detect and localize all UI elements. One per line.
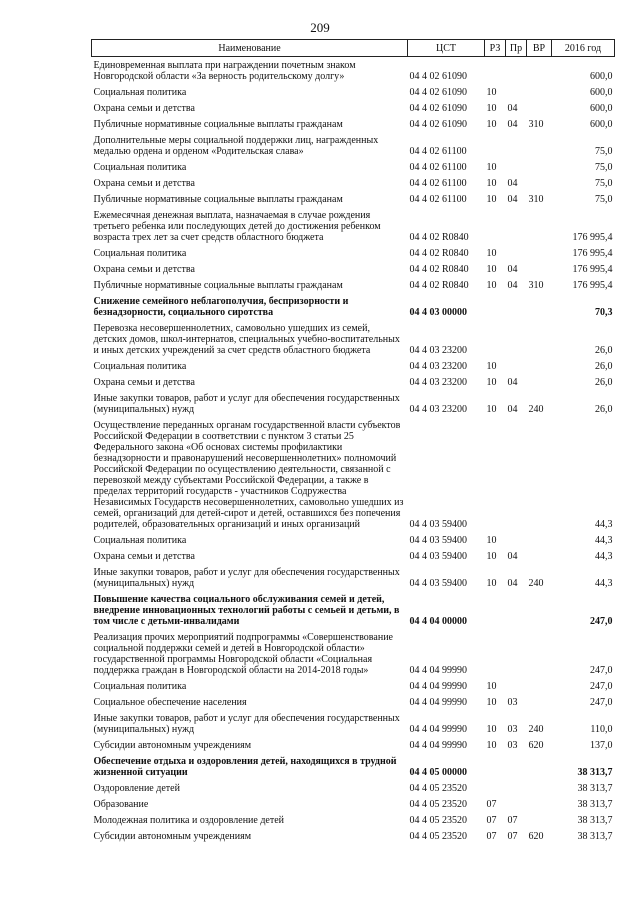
row-pr: 03	[507, 697, 518, 708]
row-amount: 176 995,4	[572, 248, 613, 259]
header-amount: 2016 год	[552, 40, 615, 57]
row-name: Осуществление переданных органам государственной власти субъектов Российской Федерации в соответствии с пунктом 3 статьи 25 Федерального закона «Об основах системы профилактики безнадзорности и правонарушений несовершеннолетних» полномочий Российской Федерации по осуществлению деятельности, связанной с перевозкой между субъектами Российской Федерации, а также в пределах территорий государств - участников Содружества Независимых Государств несовершеннолетних, самовольно ушедших из семей, организаций для детей-сирот и детей, оставшихся без попечения родителей, образовательных организаций и иных организаций	[93, 420, 404, 530]
table-row	[92, 132, 615, 159]
row-cst: 04 4 03 59400	[409, 519, 467, 530]
table-row	[92, 796, 615, 812]
row-vr	[527, 374, 552, 390]
row-amount: 600,0	[590, 103, 613, 114]
row-rz	[485, 320, 506, 358]
row-amount: 110,0	[590, 724, 613, 735]
row-vr	[527, 678, 552, 694]
row-vr: 240	[528, 724, 544, 735]
table-row	[92, 812, 615, 828]
row-name: Субсидии автономным учреждениям	[93, 831, 252, 842]
table-row	[92, 175, 615, 191]
header-name: Наименование	[92, 40, 408, 57]
row-amount: 26,0	[595, 361, 613, 372]
row-name: Снижение семейного неблагополучия, беспризорности и безнадзорности, социального сиротства	[93, 296, 349, 318]
row-cst: 04 4 02 61090	[409, 71, 467, 82]
row-vr	[527, 532, 552, 548]
row-rz: 10	[486, 264, 497, 275]
row-pr: 03	[507, 740, 518, 751]
row-vr	[527, 780, 552, 796]
row-name: Иные закупки товаров, работ и услуг для обеспечения государственных (муниципальных) нужд	[93, 713, 400, 735]
row-rz: 10	[486, 724, 497, 735]
row-cst: 04 4 05 23520	[409, 831, 467, 842]
row-rz: 10	[486, 87, 497, 98]
row-vr	[527, 132, 552, 159]
row-vr	[527, 245, 552, 261]
row-vr	[527, 57, 552, 85]
table-row	[92, 548, 615, 564]
row-rz: 10	[486, 535, 497, 546]
table-row	[92, 780, 615, 796]
row-rz: 10	[486, 578, 497, 589]
row-rz	[485, 57, 506, 85]
table-row	[92, 116, 615, 132]
row-vr	[527, 417, 552, 532]
row-name: Единовременная выплата при награждении почетным знаком Новгородской области «За верность родительскому долгу»	[93, 60, 356, 82]
row-rz	[485, 629, 506, 678]
row-cst: 04 4 02 R0840	[409, 232, 469, 243]
row-vr	[527, 175, 552, 191]
row-amount: 75,0	[595, 194, 613, 205]
row-cst: 04 4 02 R0840	[409, 280, 469, 291]
row-cst: 04 4 02 61090	[409, 103, 467, 114]
row-rz: 10	[486, 740, 497, 751]
row-vr: 240	[528, 578, 544, 589]
table-row	[92, 390, 615, 417]
row-pr: 04	[507, 280, 518, 291]
row-pr	[506, 84, 527, 100]
table-row	[92, 100, 615, 116]
table-header-row	[92, 40, 615, 57]
row-amount: 176 995,4	[572, 264, 613, 275]
row-name: Молодежная политика и оздоровление детей	[93, 815, 285, 826]
row-amount: 44,3	[595, 578, 613, 589]
row-amount: 38 313,7	[577, 831, 613, 842]
row-pr: 04	[507, 551, 518, 562]
row-cst: 04 4 02 61100	[409, 194, 467, 205]
row-amount: 247,0	[590, 681, 613, 692]
row-pr: 03	[507, 724, 518, 735]
row-pr: 07	[507, 831, 518, 842]
row-vr: 310	[528, 280, 544, 291]
page-number: 209	[310, 20, 330, 35]
table-row	[92, 564, 615, 591]
row-vr	[527, 358, 552, 374]
row-pr	[506, 132, 527, 159]
table-row	[92, 84, 615, 100]
row-pr	[506, 780, 527, 796]
row-name: Публичные нормативные социальные выплаты гражданам	[93, 280, 343, 291]
row-cst: 04 4 05 23520	[409, 815, 467, 826]
row-amount: 176 995,4	[572, 232, 613, 243]
row-rz: 10	[486, 551, 497, 562]
row-rz	[485, 207, 506, 245]
row-pr	[506, 358, 527, 374]
row-cst: 04 4 02 61090	[409, 119, 467, 130]
row-pr	[506, 753, 527, 780]
header-vr: ВР	[527, 40, 552, 57]
row-amount: 75,0	[595, 146, 613, 157]
row-rz	[485, 780, 506, 796]
row-vr	[527, 694, 552, 710]
row-vr	[527, 100, 552, 116]
row-rz: 10	[486, 119, 497, 130]
table-body	[92, 57, 615, 845]
row-vr	[527, 591, 552, 629]
table-row	[92, 694, 615, 710]
row-cst: 04 4 04 99990	[409, 697, 467, 708]
row-pr	[506, 417, 527, 532]
row-name: Социальная политика	[93, 87, 187, 98]
row-vr	[527, 207, 552, 245]
budget-table	[91, 39, 615, 844]
row-cst: 04 4 03 23200	[409, 361, 467, 372]
row-rz	[485, 293, 506, 320]
row-pr: 04	[507, 404, 518, 415]
table-row	[92, 591, 615, 629]
row-rz: 07	[486, 831, 497, 842]
row-cst: 04 4 02 61090	[409, 87, 467, 98]
row-pr: 04	[507, 377, 518, 388]
row-name: Социальная политика	[93, 535, 187, 546]
row-vr	[527, 159, 552, 175]
row-name: Дополнительные меры социальной поддержки лиц, награжденных медалью ордена и орденом «Родительская слава»	[93, 135, 379, 157]
table-row	[92, 374, 615, 390]
row-amount: 247,0	[590, 665, 613, 676]
row-name: Публичные нормативные социальные выплаты гражданам	[93, 194, 343, 205]
row-pr: 04	[507, 578, 518, 589]
row-pr: 07	[507, 815, 518, 826]
row-amount: 70,3	[595, 307, 613, 318]
row-name: Публичные нормативные социальные выплаты гражданам	[93, 119, 343, 130]
row-amount: 38 313,7	[577, 799, 613, 810]
row-cst: 04 4 04 00000	[409, 616, 467, 627]
row-rz: 10	[486, 404, 497, 415]
row-amount: 247,0	[590, 616, 613, 627]
table-row	[92, 293, 615, 320]
row-name: Ежемесячная денежная выплата, назначаемая в случае рождения третьего ребенка или последующих детей до достижения ребенком возраста трех лет за счет средств областного бюджета	[93, 210, 381, 243]
row-rz	[485, 753, 506, 780]
table-row	[92, 678, 615, 694]
row-rz: 10	[486, 280, 497, 291]
row-pr: 04	[507, 178, 518, 189]
row-amount: 75,0	[595, 162, 613, 173]
row-cst: 04 4 02 61100	[409, 162, 467, 173]
row-cst: 04 4 03 23200	[409, 377, 467, 388]
row-name: Реализация прочих мероприятий подпрограммы «Совершенствование социальной поддержки семей и детей в Новгородской области» государственной программы Новгородской области «Социальная поддержка граждан в Новгородской области на 2014-2018 годы»	[93, 632, 393, 676]
row-amount: 75,0	[595, 178, 613, 189]
row-pr	[506, 207, 527, 245]
row-pr: 04	[507, 194, 518, 205]
table-row	[92, 277, 615, 293]
row-rz	[485, 132, 506, 159]
row-cst: 04 4 02 61100	[409, 146, 467, 157]
table-row	[92, 753, 615, 780]
row-name: Обеспечение отдыха и оздоровления детей, находящихся в трудной жизненной ситуации	[93, 756, 397, 778]
row-rz: 10	[486, 681, 497, 692]
row-pr	[506, 796, 527, 812]
row-rz: 10	[486, 248, 497, 259]
row-cst: 04 4 02 R0840	[409, 264, 469, 275]
row-amount: 26,0	[595, 377, 613, 388]
table-row	[92, 320, 615, 358]
row-cst: 04 4 04 99990	[409, 724, 467, 735]
table-row	[92, 710, 615, 737]
table-row	[92, 261, 615, 277]
row-name: Социальная политика	[93, 248, 187, 259]
table-row	[92, 57, 615, 85]
row-pr	[506, 629, 527, 678]
table-row	[92, 532, 615, 548]
row-pr	[506, 320, 527, 358]
row-name: Охрана семьи и детства	[93, 551, 195, 562]
row-amount: 26,0	[595, 404, 613, 415]
row-name: Оздоровление детей	[93, 783, 180, 794]
row-pr: 04	[507, 264, 518, 275]
row-vr	[527, 261, 552, 277]
row-rz: 10	[486, 178, 497, 189]
row-vr	[527, 629, 552, 678]
row-cst: 04 4 02 61100	[409, 178, 467, 189]
row-amount: 44,3	[595, 535, 613, 546]
row-rz	[485, 417, 506, 532]
row-cst: 04 4 05 23520	[409, 799, 467, 810]
table-row	[92, 828, 615, 844]
row-rz: 10	[486, 103, 497, 114]
row-vr	[527, 84, 552, 100]
row-cst: 04 4 05 00000	[409, 767, 467, 778]
row-amount: 247,0	[590, 697, 613, 708]
row-amount: 137,0	[590, 740, 613, 751]
row-vr: 620	[528, 740, 544, 751]
table-row	[92, 245, 615, 261]
row-pr	[506, 245, 527, 261]
table-row	[92, 207, 615, 245]
row-name: Социальное обеспечение населения	[93, 697, 247, 708]
row-name: Социальная политика	[93, 162, 187, 173]
table-row	[92, 629, 615, 678]
row-amount: 44,3	[595, 519, 613, 530]
row-pr	[506, 159, 527, 175]
row-vr	[527, 293, 552, 320]
table-row	[92, 159, 615, 175]
row-pr	[506, 57, 527, 85]
row-name: Иные закупки товаров, работ и услуг для обеспечения государственных (муниципальных) нужд	[93, 393, 400, 415]
row-cst: 04 4 04 99990	[409, 740, 467, 751]
row-amount: 38 313,7	[577, 767, 613, 778]
row-amount: 176 995,4	[572, 280, 613, 291]
row-cst: 04 4 02 R0840	[409, 248, 469, 259]
row-amount: 600,0	[590, 71, 613, 82]
row-name: Социальная политика	[93, 361, 187, 372]
table-row	[92, 417, 615, 532]
row-cst: 04 4 03 23200	[409, 404, 467, 415]
table-row	[92, 191, 615, 207]
row-vr: 310	[528, 119, 544, 130]
row-vr: 620	[528, 831, 544, 842]
row-rz: 10	[486, 194, 497, 205]
row-pr	[506, 591, 527, 629]
row-vr: 240	[528, 404, 544, 415]
row-vr	[527, 548, 552, 564]
row-name: Охрана семьи и детства	[93, 377, 195, 388]
row-name: Охрана семьи и детства	[93, 264, 195, 275]
row-amount: 44,3	[595, 551, 613, 562]
row-amount: 600,0	[590, 87, 613, 98]
row-name: Перевозка несовершеннолетних, самовольно ушедших из семей, детских домов, школ-интернатов, специальных учебно-воспитательных и иных детских учреждений за счет средств областного бюджета	[93, 323, 400, 356]
row-name: Социальная политика	[93, 681, 187, 692]
row-name: Образование	[93, 799, 149, 810]
row-amount: 26,0	[595, 345, 613, 356]
row-amount: 600,0	[590, 119, 613, 130]
row-name: Охрана семьи и детства	[93, 103, 195, 114]
row-vr	[527, 753, 552, 780]
row-rz: 10	[486, 162, 497, 173]
row-rz: 10	[486, 361, 497, 372]
header-cst: ЦСТ	[408, 40, 485, 57]
row-name: Повышение качества социального обслуживания семей и детей, внедрение инновационных технологий работы с семьей и детьми, в том числе с детьми-инвалидами	[93, 594, 400, 627]
header-pr: Пр	[506, 40, 527, 57]
row-rz: 07	[486, 815, 497, 826]
row-cst: 04 4 05 23520	[409, 783, 467, 794]
row-vr	[527, 796, 552, 812]
row-pr	[506, 293, 527, 320]
row-rz	[485, 591, 506, 629]
row-cst: 04 4 03 59400	[409, 551, 467, 562]
row-cst: 04 4 04 99990	[409, 665, 467, 676]
row-rz: 10	[486, 697, 497, 708]
row-pr	[506, 532, 527, 548]
row-cst: 04 4 03 23200	[409, 345, 467, 356]
row-vr: 310	[528, 194, 544, 205]
table-row	[92, 358, 615, 374]
row-vr	[527, 812, 552, 828]
row-rz: 10	[486, 377, 497, 388]
row-rz: 07	[486, 799, 497, 810]
row-cst: 04 4 03 00000	[409, 307, 467, 318]
row-name: Субсидии автономным учреждениям	[93, 740, 252, 751]
row-amount: 38 313,7	[577, 815, 613, 826]
row-pr: 04	[507, 103, 518, 114]
row-amount: 38 313,7	[577, 783, 613, 794]
table-row	[92, 737, 615, 753]
row-cst: 04 4 04 99990	[409, 681, 467, 692]
row-cst: 04 4 03 59400	[409, 535, 467, 546]
header-rz: РЗ	[485, 40, 506, 57]
row-cst: 04 4 03 59400	[409, 578, 467, 589]
row-pr: 04	[507, 119, 518, 130]
row-name: Иные закупки товаров, работ и услуг для обеспечения государственных (муниципальных) нужд	[93, 567, 400, 589]
row-name: Охрана семьи и детства	[93, 178, 195, 189]
row-vr	[527, 320, 552, 358]
row-pr	[506, 678, 527, 694]
